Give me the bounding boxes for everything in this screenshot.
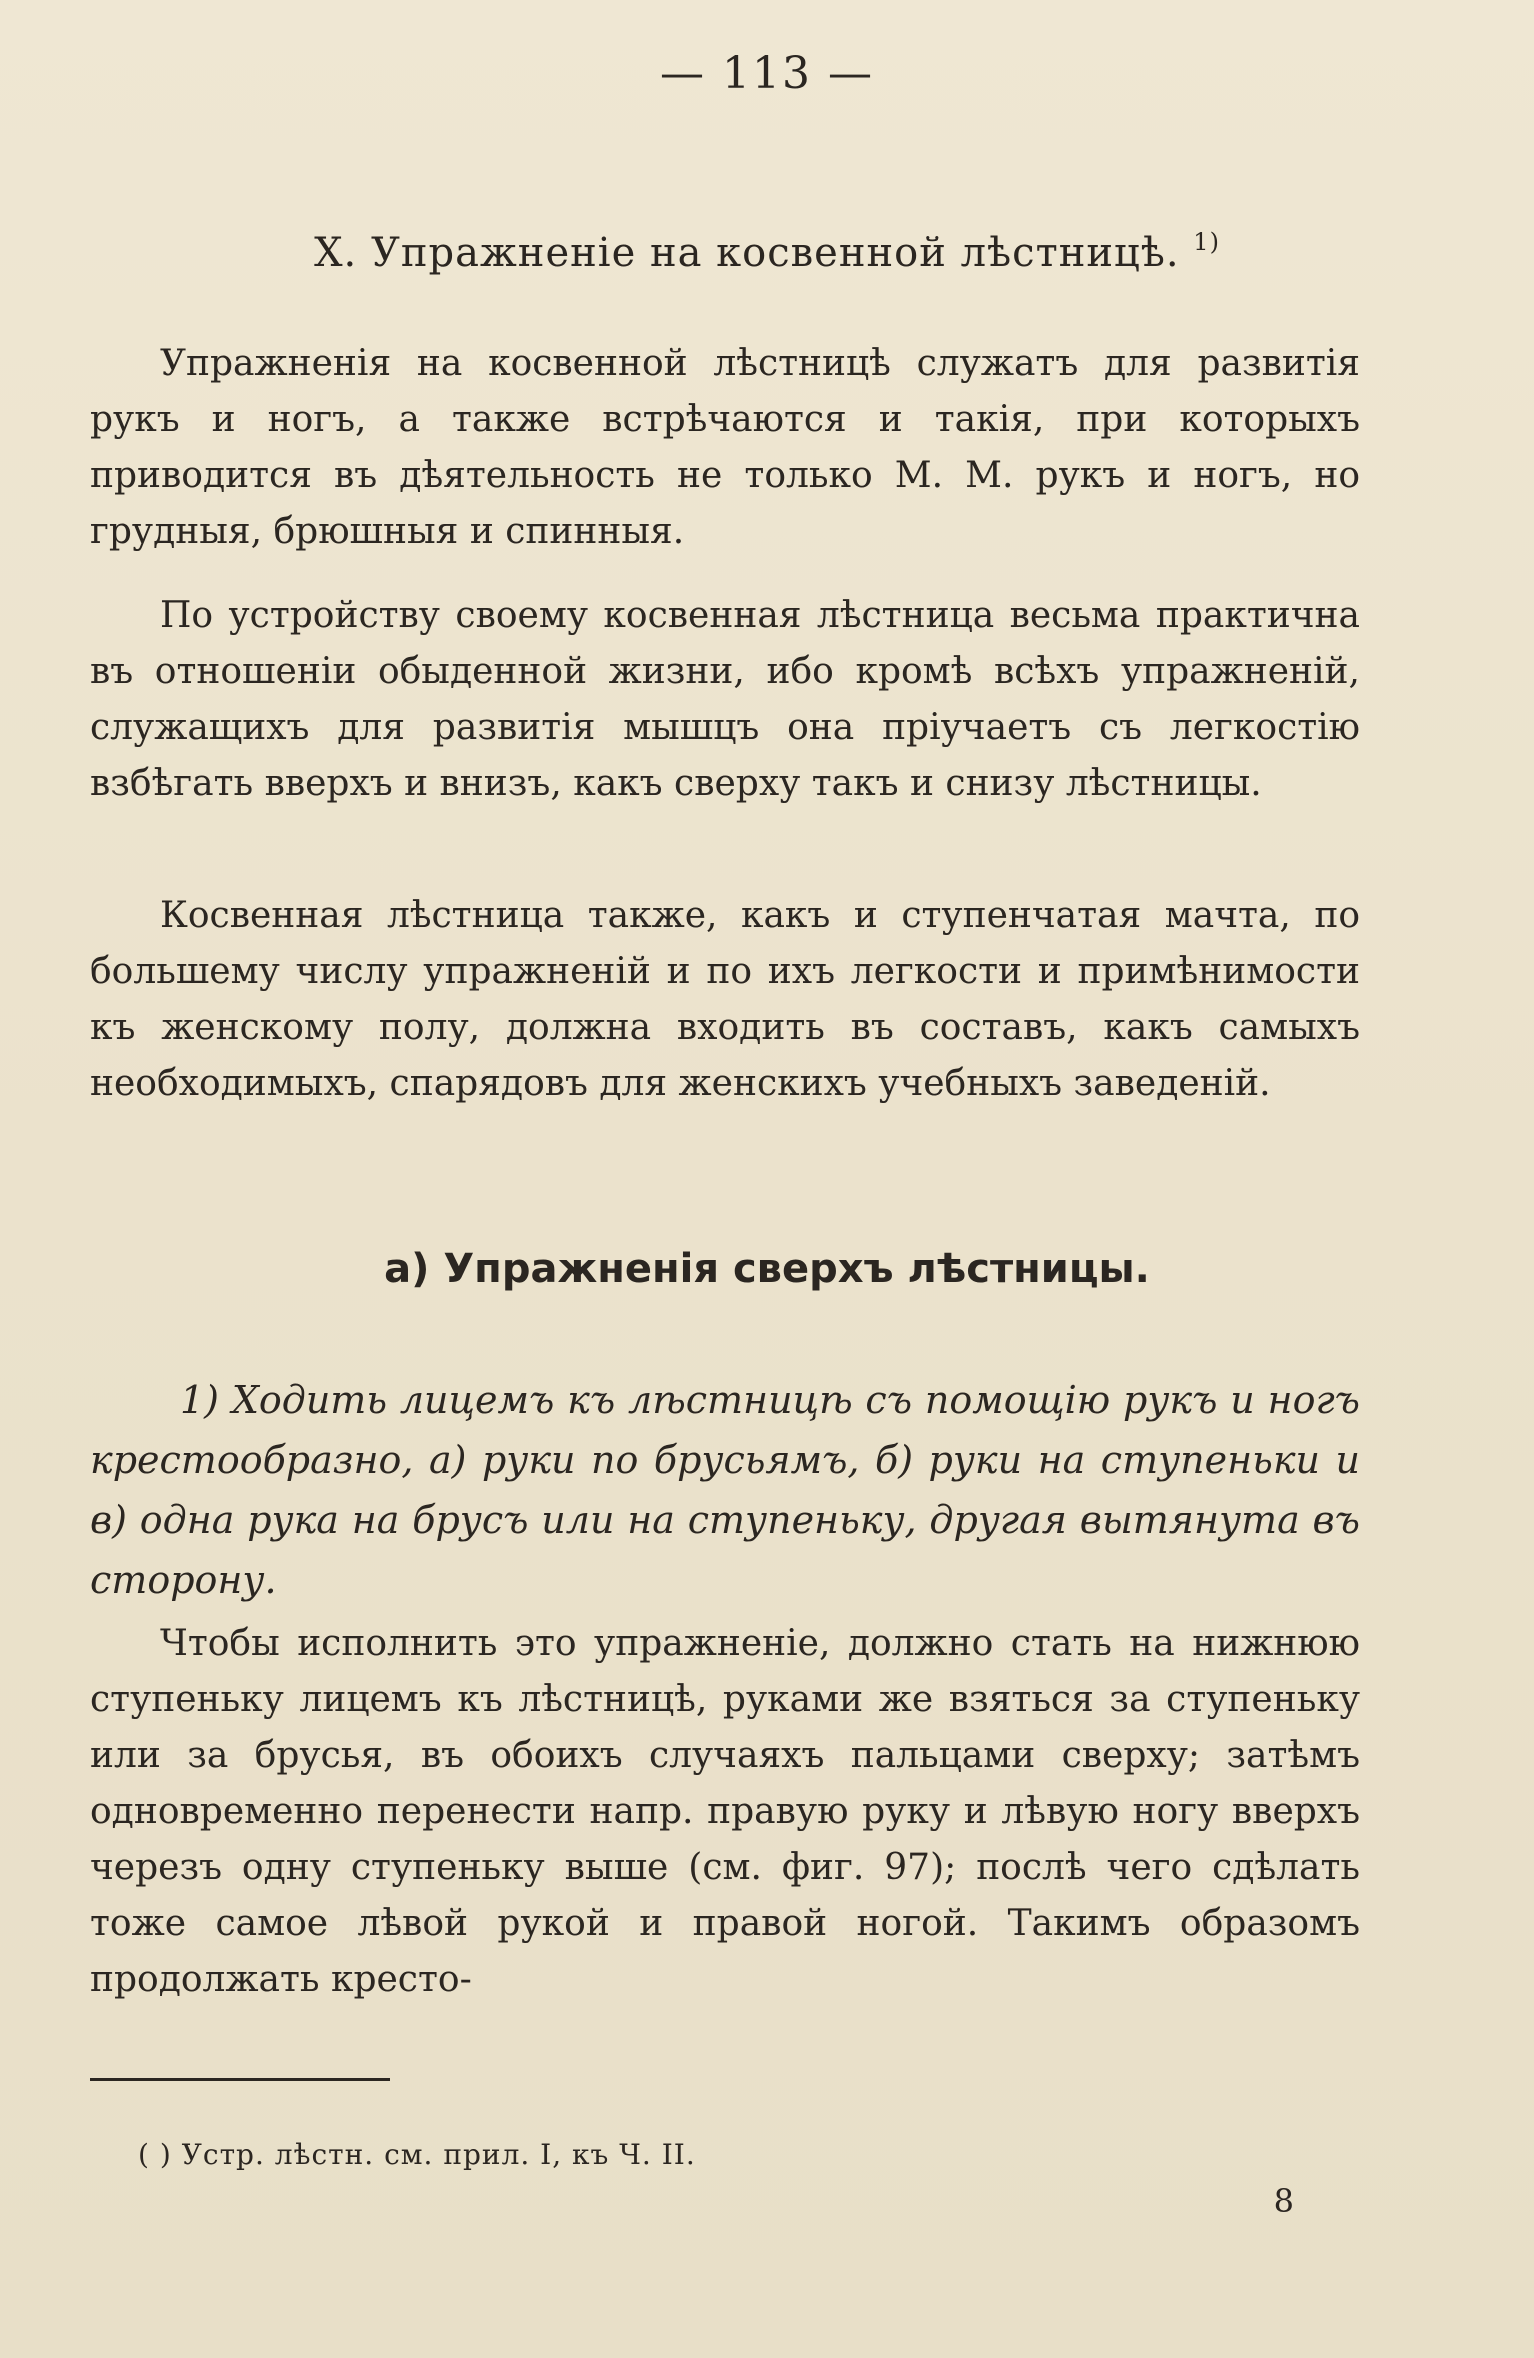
section-heading — [0, 228, 1534, 276]
subsection-heading: а) Упражненія сверхъ лѣстницы. — [384, 1246, 1150, 1292]
paragraph-text: По устройству своему косвенная лѣстница весьма практична въ отношеніи обыденной жизни, ибо кромѣ всѣхъ упражненій, служащихъ для развитія мышцъ она пріучаетъ съ легкостію взбѣгать вверхъ и внизъ, какъ сверху такъ и снизу лѣстницы. — [90, 595, 1360, 804]
paragraph-2 — [90, 588, 1360, 828]
paragraph-text: Упражненія на косвенной лѣстницѣ служатъ для развитія рукъ и ногъ, а также встрѣчаются и такія, при которыхъ приводится въ дѣятельность не только М. М. рукъ и ногъ, но грудныя, брюшныя и спинныя. — [90, 343, 1360, 552]
page-number: — 113 — — [660, 48, 874, 99]
paragraph-4 — [90, 1616, 1360, 2024]
exercise-description: 1) Ходить лицемъ къ лѣстницѣ съ помощію рукъ и ногъ крестообразно, а) руки по брусьямъ, б) руки на ступеньки и в) одна рука на брусъ или на ступеньку, другая вытянута въ сторону. — [90, 1378, 1360, 1602]
section-heading-text: Х. Упражненiе на косвенной лѣстницѣ. — [314, 230, 1180, 276]
paragraph-text: Чтобы исполнить это упражненіе, должно стать на нижнюю ступеньку лицемъ къ лѣстницѣ, руками же взяться за ступеньку или за брусья, въ обоихъ случаяхъ пальцами сверху; затѣмъ одновременно перенести напр. правую руку и лѣвую ногу вверхъ черезъ одну ступеньку выше (см. фиг. 97); послѣ чего сдѣлать тоже самое лѣвой рукой и правой ногой. Такимъ образомъ продолжать кресто- — [90, 1623, 1360, 2000]
paragraph-3 — [90, 888, 1360, 1128]
signature-mark: 8 — [1273, 2182, 1294, 2220]
footnote-rule — [90, 2078, 390, 2081]
footnote: ( ) Устр. лѣстн. см. прил. I, къ Ч. II. — [138, 2138, 696, 2171]
paragraph-1 — [90, 336, 1360, 576]
footnote-mark: 1) — [1193, 228, 1220, 256]
paragraph-text: Косвенная лѣстница также, какъ и ступенчатая мачта, по большему числу упражненій и по ихъ легкости и примѣнимости къ женскому полу, должна входить въ составъ, какъ самыхъ необходимыхъ, спарядовъ для женскихъ учебныхъ заведеній. — [90, 895, 1360, 1104]
